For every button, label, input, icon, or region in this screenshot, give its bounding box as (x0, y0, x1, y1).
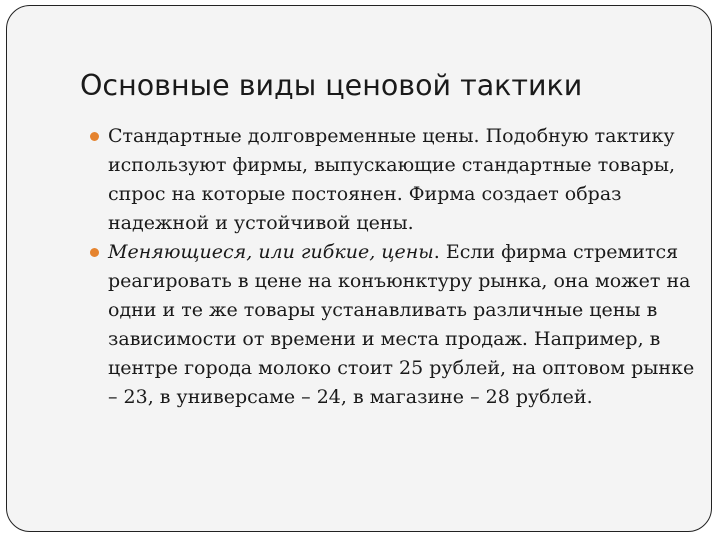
bullet-list (85, 122, 705, 412)
slide-title: Основные виды ценовой тактики (80, 69, 583, 102)
slide-frame (6, 5, 712, 532)
bullet-dot-icon (90, 132, 99, 141)
bullet-text: Стандартные долговременные цены. Подобную тактику используют фирмы, выпускающие стандартные товары, спрос на которые постоянен. Фирма создает образ надежной и устойчивой цены. (108, 125, 676, 234)
bullet-item-flexible-prices (85, 238, 705, 412)
bullet-item-standard-prices (85, 122, 705, 238)
bullet-italic-lead: Меняющиеся, или гибкие, цены (108, 241, 434, 263)
bullet-text: . Если фирма стремится реагировать в цене на конъюнктуру рынка, она может на одни и те же товары устанавливать различные цены в зависимости от времени и места продаж. Например, в центре города молоко стоит 25 рублей, на оптовом рынке – 23, в универсаме – 24, в магазине – 28 рублей. (108, 241, 695, 408)
bullet-dot-icon (90, 248, 99, 257)
